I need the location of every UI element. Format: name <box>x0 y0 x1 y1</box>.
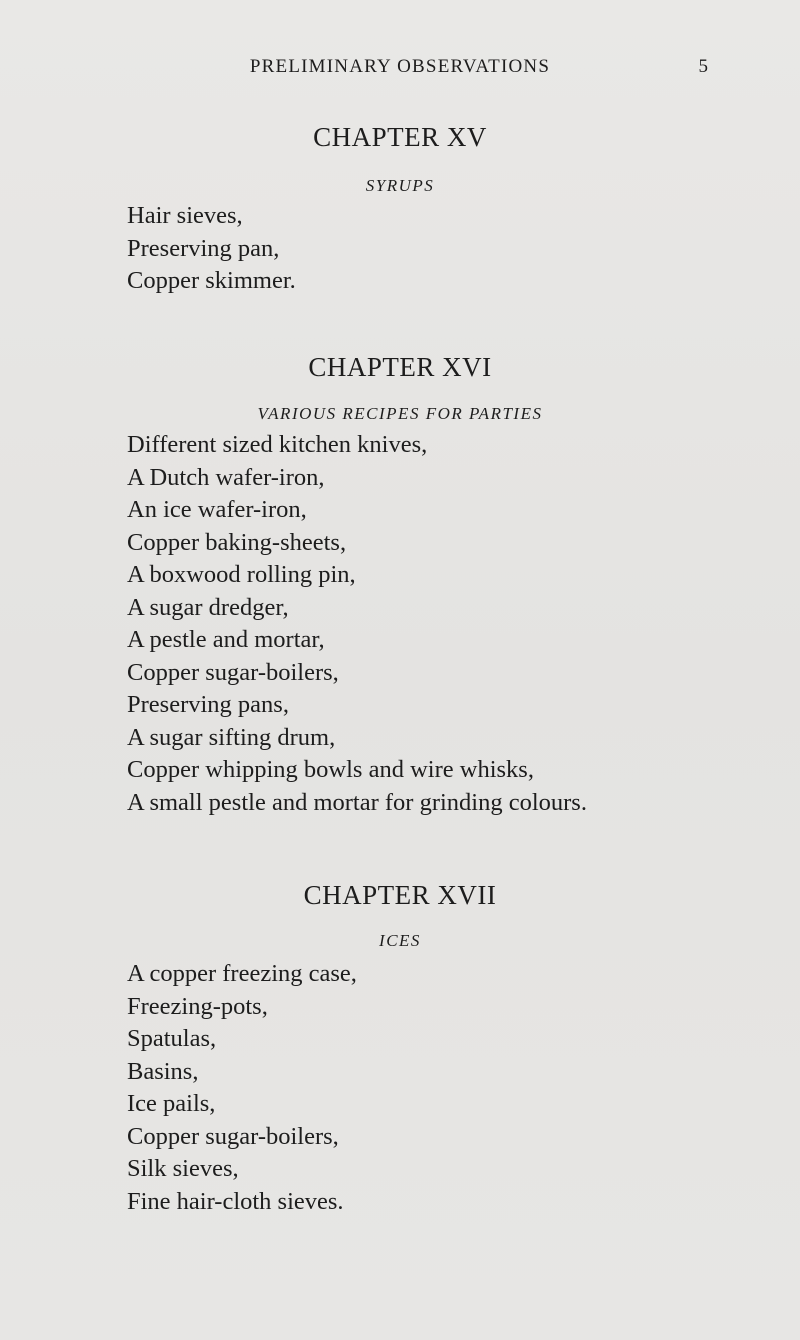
chapter-heading: CHAPTER XV <box>313 122 487 152</box>
running-head <box>0 56 800 86</box>
list-item: Copper sugar-boilers, <box>127 658 339 686</box>
list-item: Different sized kitchen knives, <box>127 431 428 458</box>
list-item: A Dutch wafer-iron, <box>127 463 325 491</box>
chapter-subtitle: VARIOUS RECIPES FOR PARTIES <box>257 404 543 423</box>
list-item: Freezing-pots, <box>127 992 268 1020</box>
list-item: Preserving pan, <box>127 234 280 262</box>
page-number: 5 <box>698 56 708 77</box>
list-item: Preserving pans, <box>127 691 289 718</box>
list-item: A sugar dredger, <box>127 593 289 621</box>
list-item: Fine hair-cloth sieves. <box>127 1187 344 1215</box>
chapter-subtitle: SYRUPS <box>365 176 435 195</box>
chapter-heading: CHAPTER XVII <box>303 880 497 910</box>
running-title: PRELIMINARY OBSERVATIONS <box>249 56 551 77</box>
list-item: A pestle and mortar, <box>127 626 325 653</box>
equipment-list <box>127 958 357 1218</box>
chapter-subtitle: ICES <box>379 931 421 950</box>
chapter-heading: CHAPTER XVI <box>308 352 492 382</box>
list-item: Silk sieves, <box>127 1155 239 1182</box>
equipment-list <box>127 200 296 298</box>
list-item: Basins, <box>127 1057 199 1085</box>
list-item: Ice pails, <box>127 1090 216 1117</box>
list-item: Spatulas, <box>127 1025 217 1052</box>
list-item: A copper freezing case, <box>127 960 357 987</box>
list-item: An ice wafer-iron, <box>127 496 307 523</box>
list-item: Copper whipping bowls and wire whisks, <box>127 756 534 783</box>
equipment-list <box>127 429 587 819</box>
list-item: Copper skimmer. <box>127 267 296 294</box>
list-item: A small pestle and mortar for grinding colours. <box>127 788 587 816</box>
list-item: A sugar sifting drum, <box>127 723 336 751</box>
list-item: Copper baking-sheets, <box>127 528 347 556</box>
list-item: Copper sugar-boilers, <box>127 1122 339 1150</box>
list-item: A boxwood rolling pin, <box>127 561 356 588</box>
list-item: Hair sieves, <box>127 202 243 229</box>
